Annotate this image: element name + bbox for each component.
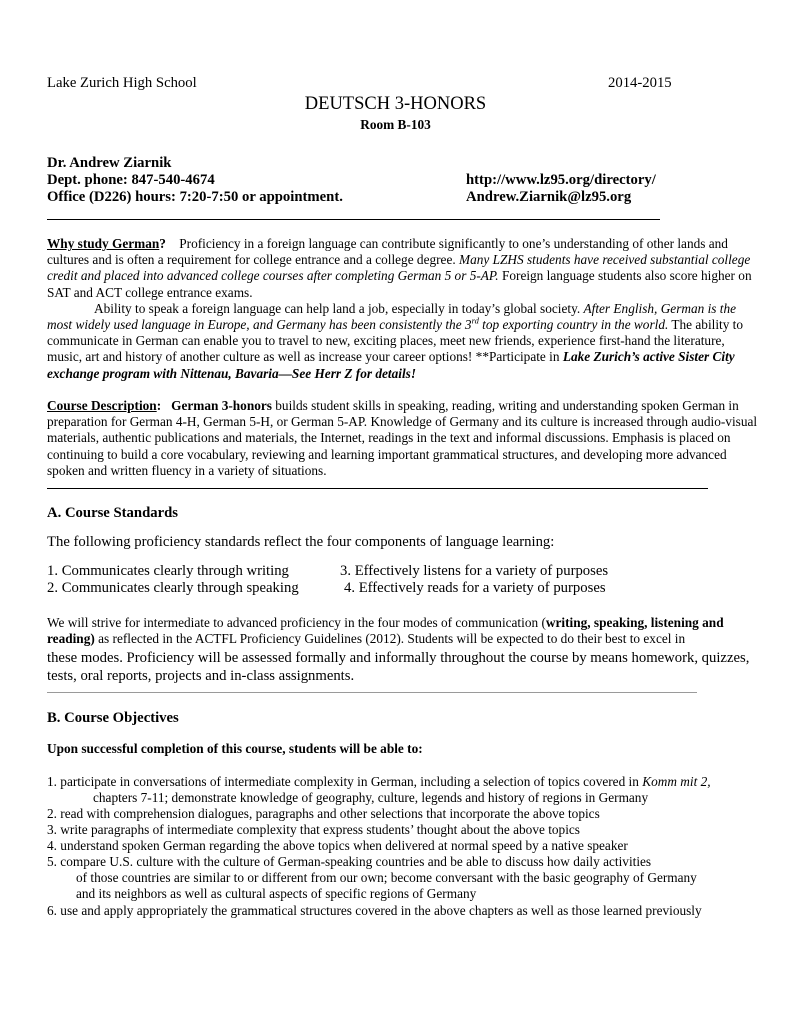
email-link[interactable]: Andrew.Ziarnik@lz95.org: [466, 189, 632, 205]
dept-phone: Dept. phone: 847-540-4674: [47, 172, 215, 188]
objective-item: 2. read with comprehension dialogues, paragraphs and other selections that incorporate the above topics: [47, 806, 600, 821]
objectives-heading: B. Course Objectives: [47, 710, 179, 726]
assessment-paragraph: these modes. Proficiency will be assessed formally and informally throughout the course by means homework, quizzes, tests, oral reports, projects and in-class assignments.: [47, 650, 750, 684]
objective-item: 6. use and apply appropriately the grammatical structures covered in the above chapters as well as those learned previously: [47, 903, 702, 918]
standards-heading: A. Course Standards: [47, 505, 178, 521]
course-description-section: Course Description: German 3-honors builds student skills in speaking, reading, writing and understanding spoken German in preparation for German 4-H, German 5-H, or German 5-AP. Knowledge of Germany and its culture is increased through audio-visual materials, authentic publications and materials, the Internet, readings in the text and informal discussions. Emphasis is placed on continuing to build a core vocabulary, reviewing and learning important grammatical structures, and developing more advanced spoken and written fluency in a variety of situations.: [47, 398, 758, 478]
standard-item: 2. Communicates clearly through speaking: [47, 580, 299, 596]
teacher-name: Dr. Andrew Ziarnik: [47, 155, 172, 171]
page-title: DEUTSCH 3-HONORS: [304, 94, 487, 114]
description-divider: [47, 488, 708, 489]
office-hours: Office (D226) hours: 7:20-7:50 or appointment.: [47, 189, 343, 205]
objective-item: 3. write paragraphs of intermediate complexity that express students’ thought about the above topics: [47, 822, 580, 837]
why-study-section: Why study German? Proficiency in a foreign language can contribute significantly to one’s understanding of other lands and cultures and is often a requirement for college entrance and a college degree. Many LZHS students have received substantial college credit and placed into advanced college courses after completing German 5 or 5-AP. Foreign language students also score higher on SAT and ACT college entrance exams. Ability to speak a foreign language can help land a job, especially in today’s global society. After English, German is the most widely used language in Europe, and Germany has been consistently the 3rd top exporting country in the world. The ability to communicate in German can enable you to travel to new, exciting places, meet new friends, experience first-hand the literature, music, art and history of another culture as well as increase your career options! **Participate in Lake Zurich’s active Sister City exchange program with Nittenau, Bavaria—See Herr Z for details!: [47, 236, 752, 381]
standard-item: 4. Effectively reads for a variety of purposes: [344, 580, 606, 596]
sister-city-note: Lake Zurich’s active Sister City exchange program with Nittenau, Bavaria: [47, 349, 735, 381]
course-description-heading: Course Description: [47, 398, 157, 413]
school-year: 2014-2015: [608, 75, 672, 91]
objective-item: 5. compare U.S. culture with the culture of German-speaking countries and be able to discuss how daily activities of those countries are similar to or different from our own; become conversant with the basic geography of Germany and its neighbors as well as cultural aspects of specific regions of Germany: [47, 854, 697, 902]
objective-item: 4. understand spoken German regarding the above topics when delivered at normal speed by a native speaker: [47, 838, 628, 853]
objectives-intro: Upon successful completion of this course, students will be able to:: [47, 741, 423, 756]
why-study-heading: Why study German: [47, 236, 160, 251]
standard-item: 3. Effectively listens for a variety of purposes: [340, 563, 609, 579]
standards-intro: The following proficiency standards reflect the four components of language learning:: [47, 534, 555, 550]
room-number: Room B-103: [360, 117, 431, 132]
directory-link[interactable]: http://www.lz95.org/directory/: [466, 172, 656, 188]
school-name: Lake Zurich High School: [47, 75, 197, 91]
proficiency-paragraph: We will strive for intermediate to advanced proficiency in the four modes of communication (writing, speaking, listening and reading) as reflected in the ACTFL Proficiency Guidelines (2012). Students will be expected to do their best to excel in: [47, 615, 724, 647]
standards-divider: [47, 692, 697, 693]
objective-item: 1. participate in conversations of intermediate complexity in German, including a selection of topics covered in Komm mit 2, chapters 7-11; demonstrate knowledge of geography, culture, legends and history of regions in Germany: [47, 774, 711, 806]
standard-item: 1. Communicates clearly through writing: [47, 563, 289, 579]
header-divider: [47, 219, 660, 220]
